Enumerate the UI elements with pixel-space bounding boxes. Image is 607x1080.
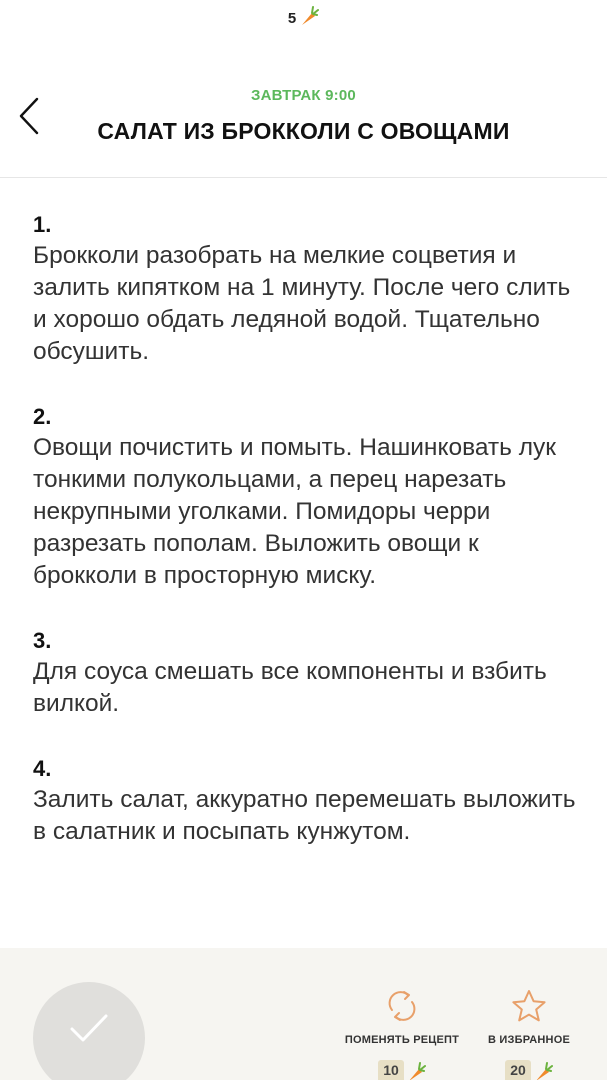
price-badge: 10 xyxy=(378,1060,404,1080)
step-item xyxy=(33,210,578,368)
step-number: 4. xyxy=(33,756,52,781)
carrot-icon xyxy=(533,1061,553,1080)
carrot-count: 5 xyxy=(287,9,297,27)
step-number: 1. xyxy=(33,212,52,237)
carrot-icon xyxy=(406,1061,426,1080)
step-item xyxy=(33,754,578,848)
refresh-icon xyxy=(384,988,420,1024)
mark-done-button[interactable] xyxy=(33,982,145,1080)
recipe-steps xyxy=(33,210,578,882)
step-text: Овощи почистить и помыть. Нашинковать лук тонкими полукольцами, а перец нарезать некрупными уголками. Помидоры черри разрезать пополам. Выложить овощи к брокколи в просторную миску. xyxy=(33,434,556,589)
price-badge: 20 xyxy=(505,1060,531,1080)
change-recipe-label: ПОМЕНЯТЬ РЕЦЕПТ xyxy=(344,1034,460,1046)
step-item xyxy=(33,402,578,592)
bottom-action-bar xyxy=(0,948,607,1080)
add-favorite-button[interactable] xyxy=(459,986,599,1080)
step-item xyxy=(33,626,578,720)
recipe-header xyxy=(0,60,607,178)
meal-time: ЗАВТРАК 9:00 xyxy=(251,87,356,104)
step-text: Залить салат, аккуратно перемешать выложить в салатник и посыпать кунжутом. xyxy=(33,786,576,845)
step-text: Брокколи разобрать на мелкие соцветия и залить кипятком на 1 минуту. После чего слить и хорошо обдать ледяной водой. Тщательно обсушить. xyxy=(33,242,571,365)
status-bar xyxy=(0,6,607,30)
favorite-label: В ИЗБРАННОЕ xyxy=(488,1034,570,1046)
step-number: 2. xyxy=(33,404,52,429)
star-icon xyxy=(510,988,548,1024)
carrot-icon xyxy=(299,5,319,32)
step-number: 3. xyxy=(33,628,52,653)
page-title: САЛАТ ИЗ БРОККОЛИ С ОВОЩАМИ xyxy=(97,118,510,144)
checkmark-icon xyxy=(69,1012,109,1044)
change-recipe-button[interactable] xyxy=(332,986,472,1080)
favorite-price xyxy=(459,1060,599,1080)
step-text: Для соуса смешать все компоненты и взбить вилкой. xyxy=(33,658,547,717)
change-recipe-price xyxy=(332,1060,472,1080)
